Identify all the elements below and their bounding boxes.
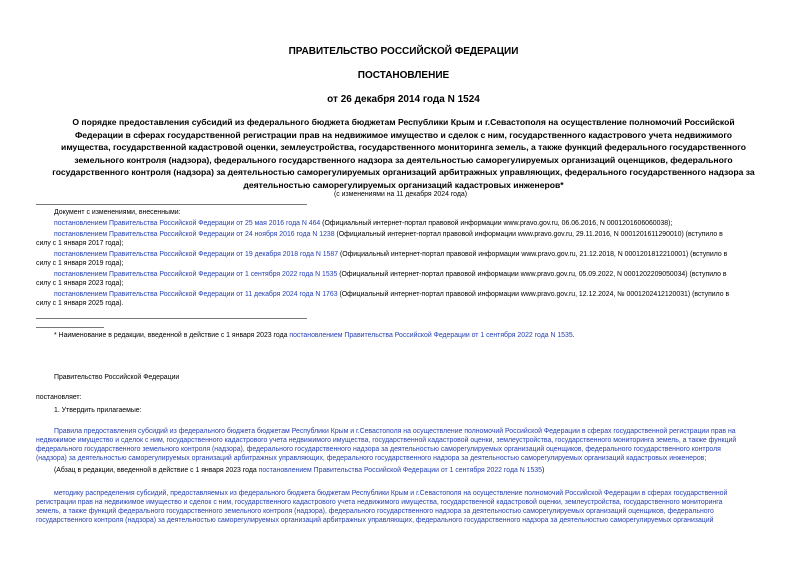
document-date: от 26 декабря 2014 года N 1524 xyxy=(327,94,480,105)
title-line: земельного контроля (надзора), федерального государственного надзора за деятельностью саморегулируемых организаций оценщиков, федерального xyxy=(74,154,733,165)
change-item xyxy=(54,219,774,228)
change-details: (Официальный интернет-портал правовой информации www.pravo.gov.ru, 05.09.2022, N 0001202209050034) (вступило в xyxy=(337,271,727,278)
change-item xyxy=(54,230,774,239)
rules-line: (надзора) за деятельностью саморегулируемых организаций арбитражных управляющих, федерального государственного надзора за деятельностью саморегулируемых организаций кадастровых инженеров; xyxy=(36,455,707,462)
methodology-line: государственного контроля (надзора) за деятельностью саморегулируемых организаций арбитражных управляющих, федерального государственного надзора за деятельностью саморегулируемых организаций xyxy=(36,517,714,524)
amendment-date-note: (с изменениями на 11 декабря 2024 года) xyxy=(334,191,468,198)
item-1: 1. Утвердить прилагаемые: xyxy=(54,407,142,414)
government-heading: ПРАВИТЕЛЬСТВО РОССИЙСКОЙ ФЕДЕРАЦИИ xyxy=(288,46,519,57)
change-continuation: силу с 1 января 2017 года); xyxy=(36,240,124,247)
footnote-end: . xyxy=(572,332,575,339)
title-line: О порядке предоставления субсидий из федерального бюджета бюджетам Республики Крым и г.Севастополя на осуществление полномочий Российской xyxy=(72,117,735,127)
change-details: (Официальный интернет-портал правовой информации www.pravo.gov.ru, 21.12.2018, N 0001201812210001) (вступило в xyxy=(338,251,728,258)
footnote xyxy=(54,331,774,340)
government-name: Правительство Российской Федерации xyxy=(54,374,180,381)
change-continuation: силу с 1 января 2023 года); xyxy=(36,280,124,287)
document-type: ПОСТАНОВЛЕНИЕ xyxy=(357,70,450,81)
change-link[interactable]: постановлением Правительства Российской Федерации от 25 мая 2016 года N 464 xyxy=(54,220,321,227)
rules-line: недвижимое имущество и сделок с ним, государственного кадастрового учета недвижимого имущества, государственной кадастровой оценки, землеустройства, государственного мониторинга земель, а также функций xyxy=(36,437,737,444)
change-link[interactable]: постановлением Правительства Российской Федерации от 24 ноября 2016 года N 1238 xyxy=(54,231,335,238)
footnote-separator xyxy=(36,327,104,328)
change-details: (Официальный интернет-портал правовой информации www.pravo.gov.ru, 12.12.2024, № 0001202412120031) (вступило в xyxy=(337,291,730,298)
rules-line: Правила предоставления субсидий из федерального бюджета бюджетам Республики Крым и г.Севастополя на осуществление полномочий Российской Федерации в сферах государственной регистрации прав на xyxy=(54,428,736,435)
edition-text: (Абзац в редакции, введенной в действие с 1 января 2023 года xyxy=(54,467,259,474)
edition-link[interactable]: постановлением Правительства Российской Федерации от 1 сентября 2022 года N 1535 xyxy=(258,467,542,474)
divider-top xyxy=(36,204,307,205)
methodology-line: методику распределения субсидий, предоставляемых из федерального бюджета бюджетам Республики Крым и г.Севастополя на осуществление полномочий Российской Федерации в сферах государственной xyxy=(54,490,728,497)
change-item xyxy=(54,290,774,299)
document-title xyxy=(36,116,771,192)
title-line: деятельностью саморегулируемых организаций кадастровых инженеров* xyxy=(243,179,564,190)
edition-end: ) xyxy=(541,467,545,474)
decides-text: постановляет: xyxy=(36,394,82,401)
title-line: государственного контроля (надзора) за деятельностью саморегулируемых организаций арбитражных управляющих, федерального государственного надзора за xyxy=(52,167,755,178)
changes-block xyxy=(36,208,774,308)
change-link[interactable]: постановлением Правительства Российской Федерации от 19 декабря 2018 года N 1587 xyxy=(54,251,339,258)
footnote-link[interactable]: постановлением Правительства Российской Федерации от 1 сентября 2022 года N 1535 xyxy=(289,332,573,339)
paragraph-edition-note xyxy=(54,466,774,475)
title-line: имущества, государственной кадастровой оценки, землеустройства, государственного мониторинга земель, а также функций федерального государственного xyxy=(61,142,746,153)
rules-line: федерального государственного земельного контроля (надзора), федерального государственного надзора за деятельностью саморегулируемых организаций оценщиков, федерального государственного контроля xyxy=(36,446,721,453)
title-line: Федерации в сферах государственной регистрации прав на недвижимое имущество и сделок с ним, государственного кадастрового учета недвижимого xyxy=(74,129,733,140)
change-continuation: силу с 1 января 2025 года). xyxy=(36,300,124,307)
change-link[interactable]: постановлением Правительства Российской Федерации от 11 декабря 2024 года N 1763 xyxy=(54,291,338,298)
footnote-text: * Наименование в редакции, введенной в действие с 1 января 2023 года xyxy=(54,332,290,339)
change-link[interactable]: постановлением Правительства Российской Федерации от 1 сентября 2022 года N 1535 xyxy=(54,271,338,278)
changes-intro: Документ с изменениями, внесенными: xyxy=(54,209,181,216)
change-item xyxy=(54,270,774,279)
methodology-line: регистрации прав на недвижимое имущество и сделок с ним, государственного кадастрового учета недвижимого имущества, государственной кадастровой оценки, землеустройства, государственного мониторинга xyxy=(36,499,723,506)
change-details: (Официальный интернет-портал правовой информации www.pravo.gov.ru, 29.11.2016, N 0001201611290010) (вступило в xyxy=(334,231,723,238)
methodology-link-paragraph[interactable] xyxy=(36,489,771,525)
methodology-line: земель, а также функций федерального государственного земельного контроля (надзора), федерального государственного надзора за деятельностью саморегулируемых организаций оценщиков, федерального xyxy=(36,508,714,515)
change-details: (Официальный интернет-портал правовой информации www.pravo.gov.ru, 06.06.2016, N 0001201606060038); xyxy=(320,220,673,227)
change-item xyxy=(54,250,774,259)
divider-bottom xyxy=(36,318,307,319)
change-continuation: силу с 1 января 2019 года); xyxy=(36,260,124,267)
rules-link-paragraph[interactable] xyxy=(36,427,771,463)
